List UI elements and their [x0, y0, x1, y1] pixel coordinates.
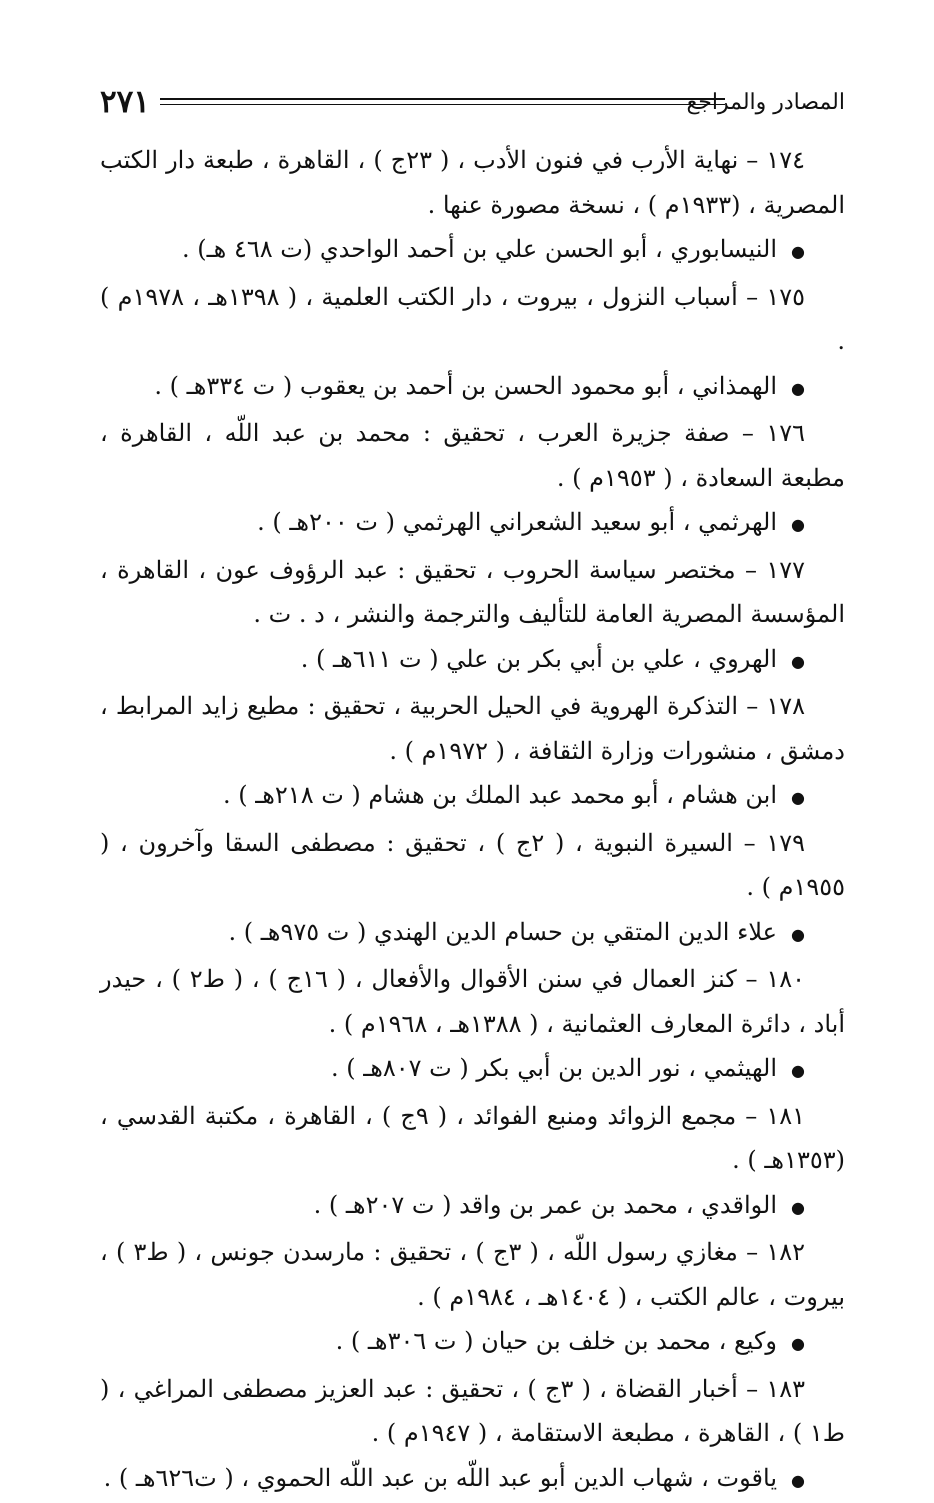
reference-entry: [100, 684, 845, 773]
bullet-icon: ●: [777, 230, 805, 275]
author-entry: [100, 227, 845, 275]
bullet-icon: ●: [777, 776, 805, 821]
entry-text: ١٧٨ – التذكرة الهروية في الحيل الحربية ، تحقيق : مطيع زايد المرابط ، دمشق ، منشورات وزارة الثقافة ، ( ١٩٧٢م ) .: [100, 692, 845, 765]
author-entry: [100, 364, 845, 412]
author-entry: [100, 773, 845, 821]
reference-entry: [100, 957, 845, 1046]
entry-text: ابن هشام ، أبو محمد عبد الملك بن هشام ( ت ٢١٨هـ ) .: [223, 781, 777, 809]
entry-text: وكيع ، محمد بن خلف بن حيان ( ت ٣٠٦هـ ) .: [336, 1327, 777, 1355]
entry-text: ١٧٥ – أسباب النزول ، بيروت ، دار الكتب العلمية ، ( ١٣٩٨هـ ، ١٩٧٨م ) .: [100, 283, 845, 356]
reference-entry: [100, 548, 845, 637]
entry-text: النيسابوري ، أبو الحسن علي بن أحمد الواحدي (ت ٤٦٨ هـ) .: [182, 235, 777, 263]
entry-text: الهمذاني ، أبو محمود الحسن بن أحمد بن يعقوب ( ت ٣٣٤هـ ) .: [154, 372, 777, 400]
header-rule: [160, 98, 725, 105]
reference-entry: [100, 275, 845, 364]
reference-entry: [100, 1094, 845, 1183]
author-entry: [100, 1319, 845, 1367]
bullet-icon: ●: [777, 367, 805, 412]
reference-entry: [100, 1230, 845, 1319]
author-entry: [100, 1183, 845, 1231]
entry-text: الهيثمي ، نور الدين بن أبي بكر ( ت ٨٠٧هـ ) .: [331, 1054, 777, 1082]
page-number: ٢٧١: [100, 86, 150, 118]
bullet-icon: ●: [777, 503, 805, 548]
bullet-icon: ●: [777, 640, 805, 685]
bullet-icon: ●: [777, 1322, 805, 1367]
author-entry: [100, 1046, 845, 1094]
author-entry: [100, 910, 845, 958]
page-header: [100, 78, 845, 128]
entry-text: علاء الدين المتقي بن حسام الدين الهندي ( ت ٩٧٥هـ ) .: [229, 918, 777, 946]
author-entry: [100, 500, 845, 548]
bullet-icon: ●: [777, 1049, 805, 1094]
bibliography-list: [100, 138, 845, 1503]
entry-text: الواقدي ، محمد بن عمر بن واقد ( ت ٢٠٧هـ ) .: [314, 1191, 777, 1219]
entry-text: ١٧٩ – السيرة النبوية ، ( ٢ج ) ، تحقيق : مصطفى السقا وآخرون ، ( ١٩٥٥م ) .: [100, 829, 845, 902]
entry-text: ١٨٢ – مغازي رسول اللّه ، ( ٣ج ) ، تحقيق : مارسدن جونس ، ( ط٣ ) ، بيروت ، عالم الكتب ، ( ١٤٠٤هـ ، ١٩٨٤م ) .: [100, 1238, 845, 1311]
bullet-icon: ●: [777, 1186, 805, 1231]
entry-text: ١٨٣ – أخبار القضاة ، ( ٣ج ) ، تحقيق : عبد العزيز مصطفى المراغي ، ( ط١ ) ، القاهرة ، مطبعة الاستقامة ، ( ١٩٤٧م ) .: [100, 1375, 845, 1448]
entry-text: ١٨١ – مجمع الزوائد ومنبع الفوائد ، ( ٩ج ) ، القاهرة ، مكتبة القدسي ، (١٣٥٣هـ ) .: [100, 1102, 845, 1175]
entry-text: ١٧٤ – نهاية الأرب في فنون الأدب ، ( ٢٣ج ) ، القاهرة ، طبعة دار الكتب المصرية ، (١٩٣٣م ) ، نسخة مصورة عنها .: [100, 146, 845, 219]
entry-text: ١٧٦ – صفة جزيرة العرب ، تحقيق : محمد بن عبد اللّه ، القاهرة ، مطبعة السعادة ، ( ١٩٥٣م ) .: [100, 419, 845, 492]
reference-entry: [100, 138, 845, 227]
entry-text: ١٧٧ – مختصر سياسة الحروب ، تحقيق : عبد الرؤوف عون ، القاهرة ، المؤسسة المصرية العامة للتأليف والترجمة والنشر ، د . ت .: [100, 556, 845, 629]
reference-entry: [100, 1367, 845, 1456]
entry-text: ياقوت ، شهاب الدين أبو عبد اللّه بن عبد اللّه الحموي ، ( ت٦٢٦هـ ) .: [104, 1464, 777, 1492]
entry-text: الهروي ، علي بن أبي بكر بن علي ( ت ٦١١هـ ) .: [301, 645, 777, 673]
entry-text: ١٨٠ – كنز العمال في سنن الأقوال والأفعال ، ( ١٦ج ) ، ( ط٢ ) ، حيدر أباد ، دائرة المعارف العثمانية ، ( ١٣٨٨هـ ، ١٩٦٨م ) .: [100, 965, 845, 1038]
reference-entry: [100, 411, 845, 500]
author-entry: [100, 1456, 845, 1503]
entry-text: الهرثمي ، أبو سعيد الشعراني الهرثمي ( ت ٢٠٠هـ ) .: [257, 508, 777, 536]
author-entry: [100, 637, 845, 685]
reference-entry: [100, 821, 845, 910]
bullet-icon: ●: [777, 1459, 805, 1503]
bullet-icon: ●: [777, 913, 805, 958]
running-title: المصادر والمراجع: [687, 90, 845, 115]
